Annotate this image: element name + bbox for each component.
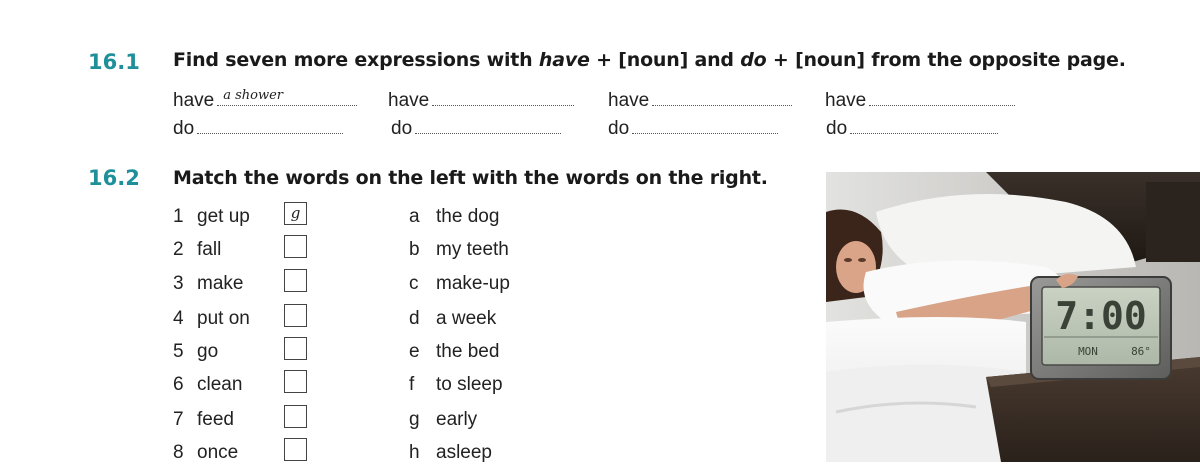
item-text: asleep bbox=[436, 442, 492, 463]
right-item bbox=[409, 206, 499, 228]
item-word: fall bbox=[197, 239, 222, 260]
item-number: 5 bbox=[173, 341, 184, 362]
do-blank-4 bbox=[826, 116, 998, 140]
item-letter: a bbox=[409, 206, 420, 227]
left-item bbox=[173, 374, 242, 396]
item-number: 6 bbox=[173, 374, 184, 395]
item-word: feed bbox=[197, 409, 234, 430]
answer-box[interactable] bbox=[284, 370, 307, 393]
item-text: a week bbox=[436, 308, 497, 329]
item-letter: e bbox=[409, 341, 420, 362]
answer-box[interactable] bbox=[284, 269, 307, 292]
left-item bbox=[173, 308, 250, 330]
item-letter: b bbox=[409, 239, 420, 260]
item-letter: h bbox=[409, 442, 420, 463]
have-blank-1 bbox=[173, 88, 357, 112]
answer-box[interactable] bbox=[284, 337, 307, 360]
answer-box[interactable] bbox=[284, 235, 307, 258]
have-label: have bbox=[388, 90, 430, 111]
exercise-instruction-16-2: Match the words on the left with the words on the right. bbox=[173, 167, 768, 189]
item-word: get up bbox=[197, 206, 250, 227]
item-letter: d bbox=[409, 308, 420, 329]
have-label: have bbox=[173, 90, 215, 111]
answer-blank[interactable] bbox=[432, 88, 574, 106]
answer-blank[interactable] bbox=[869, 88, 1015, 106]
item-number: 2 bbox=[173, 239, 184, 260]
item-word: make bbox=[197, 273, 244, 294]
answer-box[interactable] bbox=[284, 438, 307, 461]
have-label: have bbox=[608, 90, 650, 111]
answer-box[interactable]: g bbox=[284, 202, 307, 225]
item-word: once bbox=[197, 442, 239, 463]
do-label: do bbox=[826, 118, 848, 139]
left-item bbox=[173, 442, 238, 464]
answer-blank[interactable] bbox=[217, 88, 357, 106]
item-letter: g bbox=[409, 409, 420, 430]
answer-box[interactable] bbox=[284, 405, 307, 428]
item-letter: c bbox=[409, 273, 419, 294]
answer-blank[interactable] bbox=[197, 116, 343, 134]
item-text: early bbox=[436, 409, 478, 430]
bedroom-alarm-clock-photo bbox=[826, 172, 1200, 462]
item-text: the bed bbox=[436, 341, 500, 362]
item-word: clean bbox=[197, 374, 243, 395]
have-blank-4 bbox=[825, 88, 1015, 112]
item-text: the dog bbox=[436, 206, 500, 227]
right-item bbox=[409, 374, 503, 396]
answer-blank[interactable] bbox=[652, 88, 792, 106]
right-item bbox=[409, 273, 510, 295]
photo-illustration bbox=[826, 172, 1200, 462]
item-number: 7 bbox=[173, 409, 184, 430]
do-blank-1 bbox=[173, 116, 343, 140]
do-blank-2 bbox=[391, 116, 561, 140]
left-item bbox=[173, 273, 243, 295]
clock-day: MON bbox=[1078, 345, 1098, 358]
answer-blank[interactable] bbox=[850, 116, 998, 134]
instruction-text: + [noun] and bbox=[589, 49, 741, 71]
item-letter: f bbox=[409, 374, 415, 395]
item-word: put on bbox=[197, 308, 250, 329]
answer-box[interactable] bbox=[284, 304, 307, 327]
have-blank-2 bbox=[388, 88, 574, 112]
instruction-do: do bbox=[740, 49, 767, 71]
right-item bbox=[409, 239, 509, 261]
have-blank-3 bbox=[608, 88, 792, 112]
left-item bbox=[173, 341, 218, 363]
item-number: 8 bbox=[173, 442, 184, 463]
item-text: to sleep bbox=[436, 374, 503, 395]
item-number: 1 bbox=[173, 206, 184, 227]
do-label: do bbox=[173, 118, 195, 139]
right-item bbox=[409, 409, 477, 431]
instruction-text: + [noun] from the opposite page. bbox=[766, 49, 1126, 71]
do-label: do bbox=[391, 118, 413, 139]
item-word: go bbox=[197, 341, 219, 362]
right-item bbox=[409, 341, 499, 363]
handwritten-answer: a shower bbox=[223, 88, 283, 103]
right-item bbox=[409, 442, 492, 464]
exercise-instruction-16-1 bbox=[173, 49, 1126, 71]
item-text: my teeth bbox=[436, 239, 509, 260]
instruction-text: Find seven more expressions with bbox=[173, 49, 539, 71]
right-item bbox=[409, 308, 496, 330]
left-item bbox=[173, 206, 250, 228]
instruction-have: have bbox=[538, 49, 590, 71]
answer-blank[interactable] bbox=[415, 116, 561, 134]
have-label: have bbox=[825, 90, 867, 111]
answer-blank[interactable] bbox=[632, 116, 778, 134]
do-label: do bbox=[608, 118, 630, 139]
clock-time: 7:00 bbox=[1055, 294, 1147, 338]
do-blank-3 bbox=[608, 116, 778, 140]
exercise-number-16-2: 16.2 bbox=[88, 166, 140, 190]
left-item bbox=[173, 239, 221, 261]
item-number: 3 bbox=[173, 273, 184, 294]
left-item bbox=[173, 409, 234, 431]
item-text: make-up bbox=[436, 273, 510, 294]
clock-temp: 86° bbox=[1131, 345, 1151, 358]
exercise-number-16-1: 16.1 bbox=[88, 50, 140, 74]
item-number: 4 bbox=[173, 308, 184, 329]
